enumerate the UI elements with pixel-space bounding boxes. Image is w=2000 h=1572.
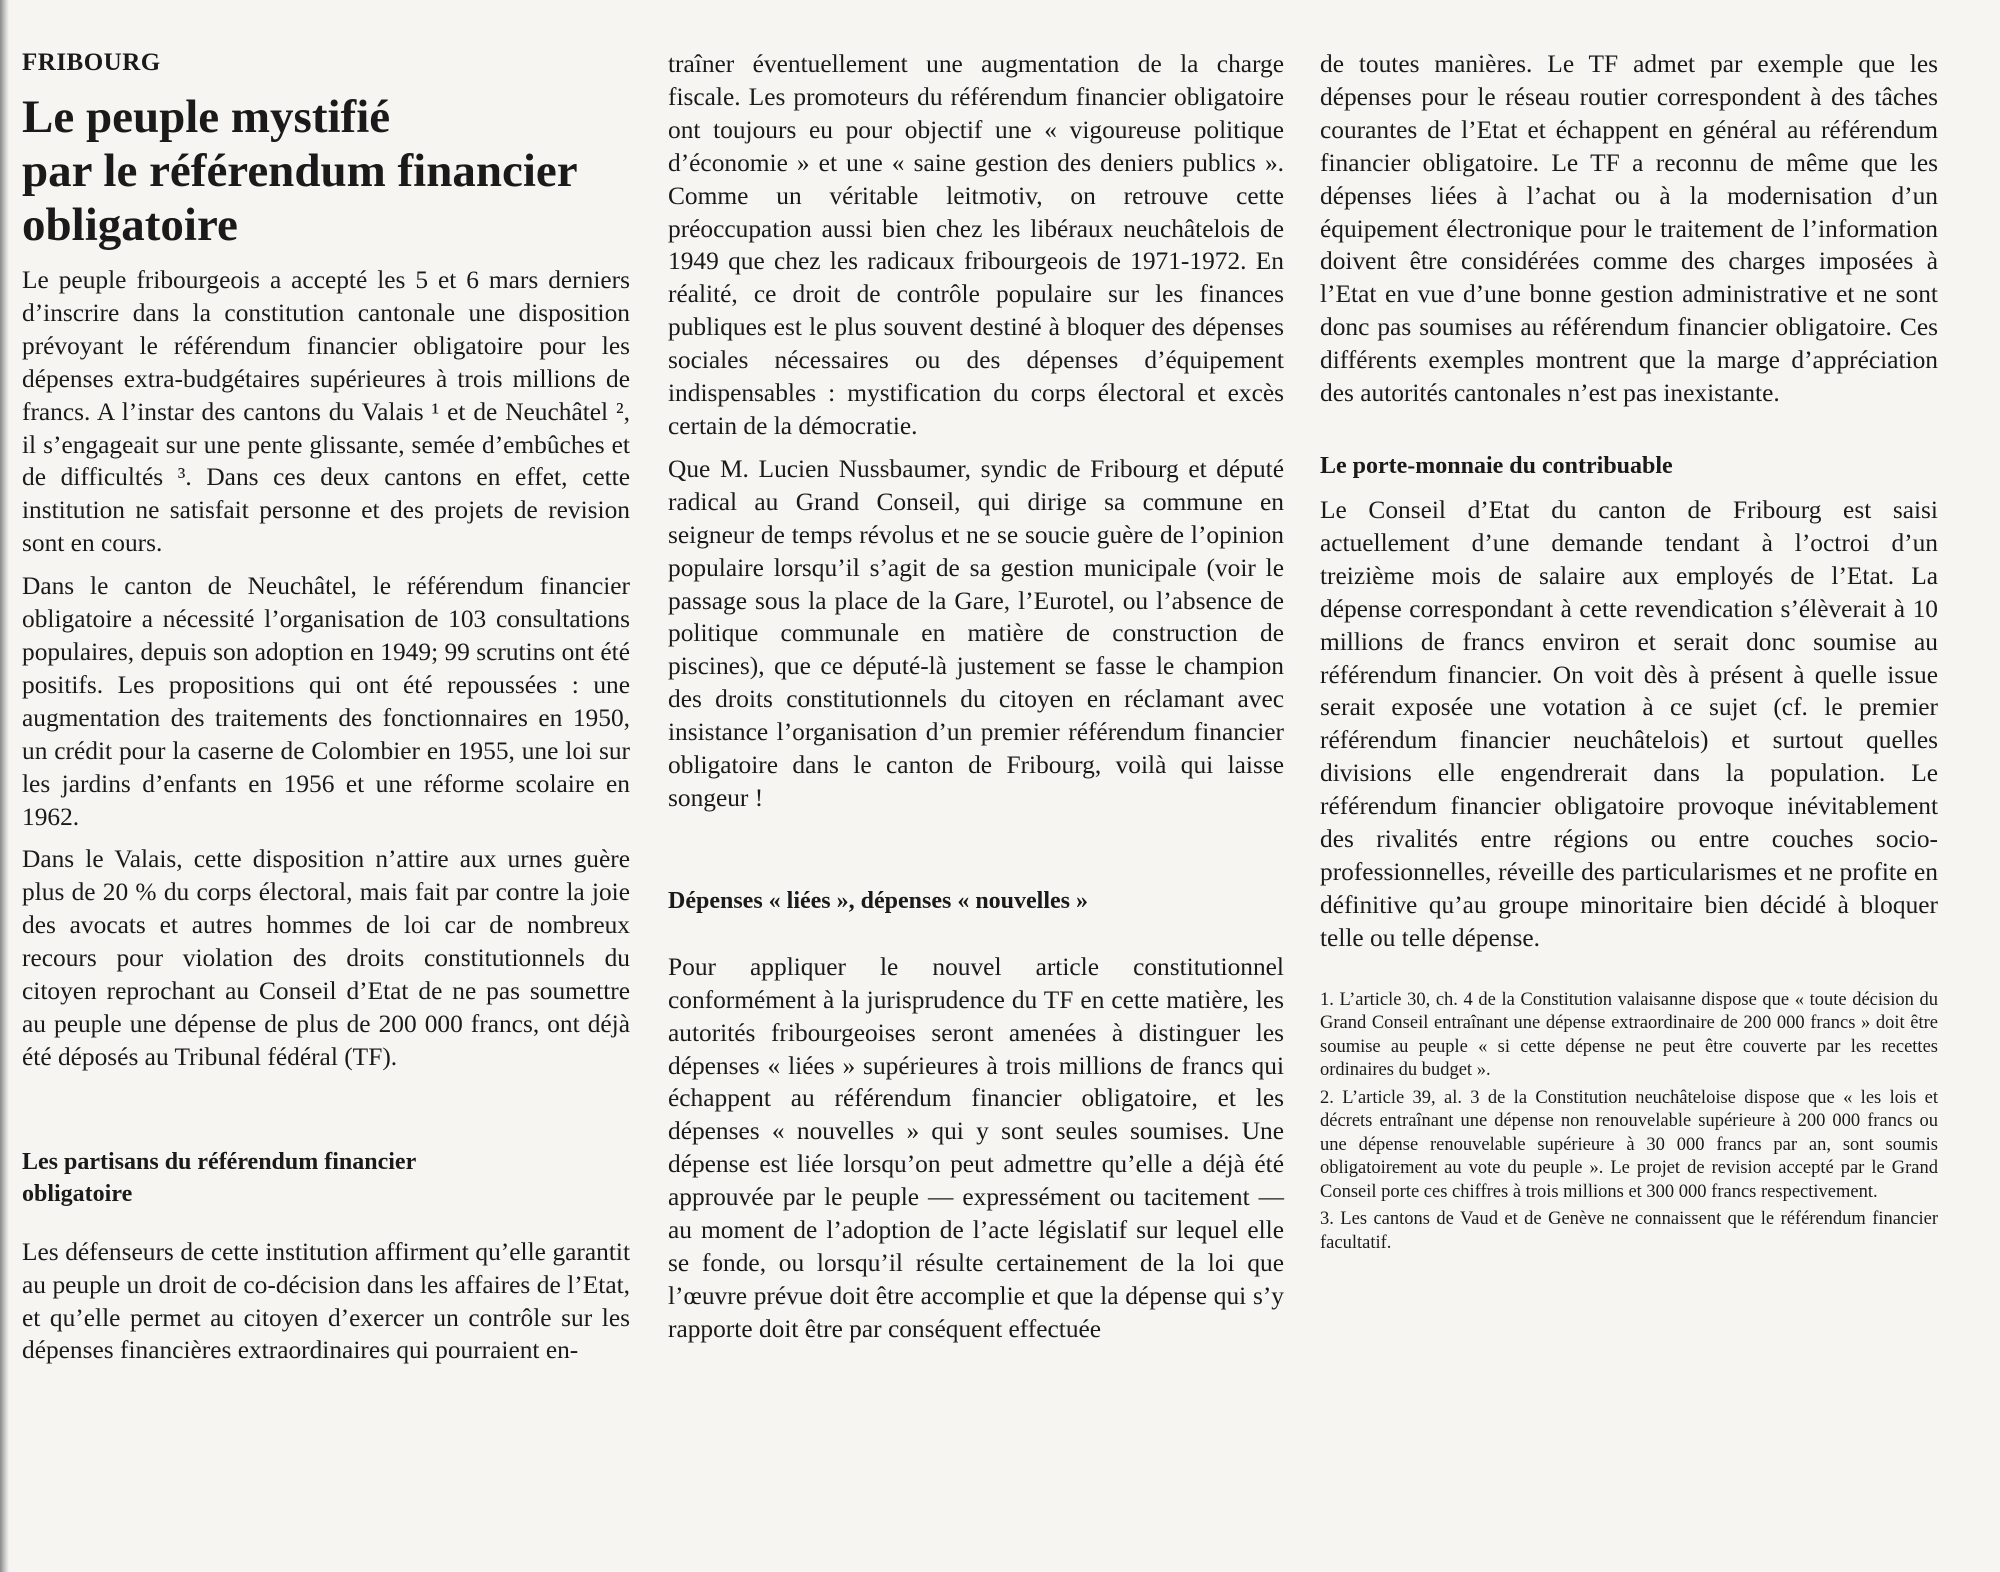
- paragraph-depenses-liees: Pour appliquer le nouvel article constitutionnel conformément à la jurisprudence du TF en cette matière, les autorités fribourgeoises seront amenées à distinguer les dépenses « liées » supérieures à trois millions de francs qui échappent au référendum financier obligatoire, et les dépenses « nouvelles » qui y sont seules soumises. Une dépense est liée lorsqu’on peut admettre qu’elle a déjà été approuvée par le peuple — expressément ou tacitement — au moment de l’adoption de l’acte législatif sur lequel elle se fonde, ou lorsqu’il résulte certainement de la loi que l’œuvre prévue doit être accomplie et que la dépense qui s’y rapporte doit être par conséquent effectuée: [668, 952, 1284, 1343]
- subhead-porte-monnaie: Le porte-monnaie du contribuable: [1320, 452, 1673, 479]
- paragraph-defenseurs: Les défenseurs de cette institution affirment qu’elle garantit au peuple un droit de co-décision dans les affaires de l’Etat, et qu’elle permet au citoyen d’exercer un contrôle sur les dépenses financières extraordinaires qui pourraient en-: [22, 1237, 630, 1365]
- paragraph-treizieme-mois: Le Conseil d’Etat du canton de Fribourg est saisi actuellement d’une demande tendant à l’octroi d’un treizième mois de salaire aux employés de l’Etat. La dépense correspondant à cette revendication s’élèverait à 10 millions de francs environ et serait donc soumise au référendum financier. On voit dès à présent à quelle issue serait exposée une votation à ce sujet (cf. le premier référendum financier neuchâtelois) et surtout quelles divisions elle engendrerait dans la population. Le référendum financier obligatoire provoque inévitablement des rivalités entre régions ou entre couches socio-professionnelles, réveille des particularismes et ne profite en définitive qu’au groupe minoritaire bien décidé à bloquer telle ou telle dépense.: [1320, 495, 1938, 952]
- paragraph-nussbaumer: Que M. Lucien Nussbaumer, syndic de Fribourg et député radical au Grand Conseil, qui dirige sa commune en seigneur de temps révolus et ne se soucie guère de l’opinion populaire lorsqu’il s’agit de sa gestion municipale (voir le passage sous la place de la Gare, l’Eurotel, ou l’absence de politique communale en matière de construction de piscines), que ce député-là justement se fasse le champion des droits constitutionnels du citoyen en réclamant avec insistance l’organisation d’un premier référendum financier obligatoire dans le canton de Fribourg, voilà qui laisse songeur !: [668, 454, 1284, 812]
- headline-line-3: obligatoire: [22, 199, 238, 251]
- subhead-partisans: [22, 1146, 630, 1210]
- page-edge-shadow: [0, 0, 9, 1572]
- paragraph-intro: Le peuple fribourgeois a accepté les 5 et 6 mars derniers d’inscrire dans la constitution cantonale une disposition prévoyant le référendum financier obligatoire pour les dépenses extra-budgétaires supérieures à trois millions de francs. A l’instar des cantons du Valais ¹ et de Neuchâtel ², il s’engageait sur une pente glissante, semée d’embûches et de difficultés ³. Dans ces deux cantons en effet, cette institution ne satisfait personne et des projets de revision sont en cours.: [22, 266, 630, 558]
- headline: [22, 90, 630, 252]
- subhead-partisans-line-2: obligatoire: [22, 1180, 133, 1207]
- headline-line-2: par le référendum financier: [22, 145, 578, 197]
- column-3: [1320, 48, 1938, 1259]
- column-2: [668, 48, 1284, 1346]
- column-1: [22, 48, 630, 1367]
- section-label: FRIBOURG: [22, 49, 161, 76]
- paragraph-charge-fiscale: traîner éventuellement une augmentation de la charge fiscale. Les promoteurs du référendum financier obligatoire ont toujours eu pour objectif une « vigoureuse politique d’économie » et une « saine gestion des deniers publics ». Comme un véritable leitmotiv, on retrouve cette préoccupation aussi bien chez les libéraux neuchâtelois de 1949 que chez les radicaux fribourgeois de 1971-1972. En réalité, ce droit de contrôle populaire sur les finances publiques est le plus souvent destiné à bloquer des dépenses sociales nécessaires ou des dépenses d’équipement indispensables : mystification du corps électoral et excès certain de la démocratie.: [668, 50, 1284, 440]
- footnote-1: 1. L’article 30, ch. 4 de la Constitution valaisanne dispose que « toute décision du Grand Conseil entraînant une dépense extraordinaire de 200 000 francs » doit être soumise au peuple « si cette dépense ne peut être couverte par les recettes ordinaires du budget ».: [1320, 989, 1938, 1081]
- subhead-depenses: Dépenses « liées », dépenses « nouvelles »: [668, 887, 1088, 914]
- paragraph-valais: Dans le Valais, cette disposition n’attire aux urnes guère plus de 20 % du corps électoral, mais fait par contre la joie des avocats et autres hommes de loi car de nombreux recours pour violation des droits constitutionnels du citoyen reprochant au Conseil d’Etat de ne pas soumettre au peuple une dépense de plus de 200 000 francs, ont déjà été déposés au Tribunal fédéral (TF).: [22, 845, 630, 1071]
- footnote-2: 2. L’article 39, al. 3 de la Constitution neuchâteloise dispose que « les lois et décrets entraînant une dépense non renouvelable supérieure à 200 000 francs ou une dépense renouvelable supérieure à 30 000 francs par an, sont soumis obligatoirement au vote du peuple ». Le projet de revision accepté par le Grand Conseil porte ces chiffres à trois millions et 300 000 francs respectivement.: [1320, 1087, 1938, 1202]
- footnotes: [1320, 989, 1938, 1256]
- subhead-partisans-line-1: Les partisans du référendum financier: [22, 1148, 417, 1175]
- footnote-3: 3. Les cantons de Vaud et de Genève ne connaissent que le référendum financier facultatif.: [1320, 1209, 1938, 1253]
- paragraph-tf-exemples: de toutes manières. Le TF admet par exemple que les dépenses pour le réseau routier correspondent à des tâches courantes de l’Etat et échappent en général au référendum financier obligatoire. Le TF a reconnu de même que les dépenses liées à l’achat ou à la modernisation d’un équipement électronique pour le traitement de l’information doivent être considérées comme des charges imposées à l’Etat en vue d’une bonne gestion administrative et ne sont donc pas soumises au référendum financier obligatoire. Ces différents exemples montrent que la marge d’appréciation des autorités cantonales n’est pas inexistante.: [1320, 50, 1938, 408]
- headline-line-1: Le peuple mystifié: [22, 91, 391, 143]
- paragraph-neuchatel: Dans le canton de Neuchâtel, le référendum financier obligatoire a nécessité l’organisation de 103 consultations populaires, depuis son adoption en 1949; 99 scrutins ont été positifs. Les propositions qui ont été repoussées : une augmentation des traitements des fonctionnaires en 1950, un crédit pour la caserne de Colombier en 1955, une loi sur les jardins d’enfants en 1956 et une réforme scolaire en 1962.: [22, 572, 630, 831]
